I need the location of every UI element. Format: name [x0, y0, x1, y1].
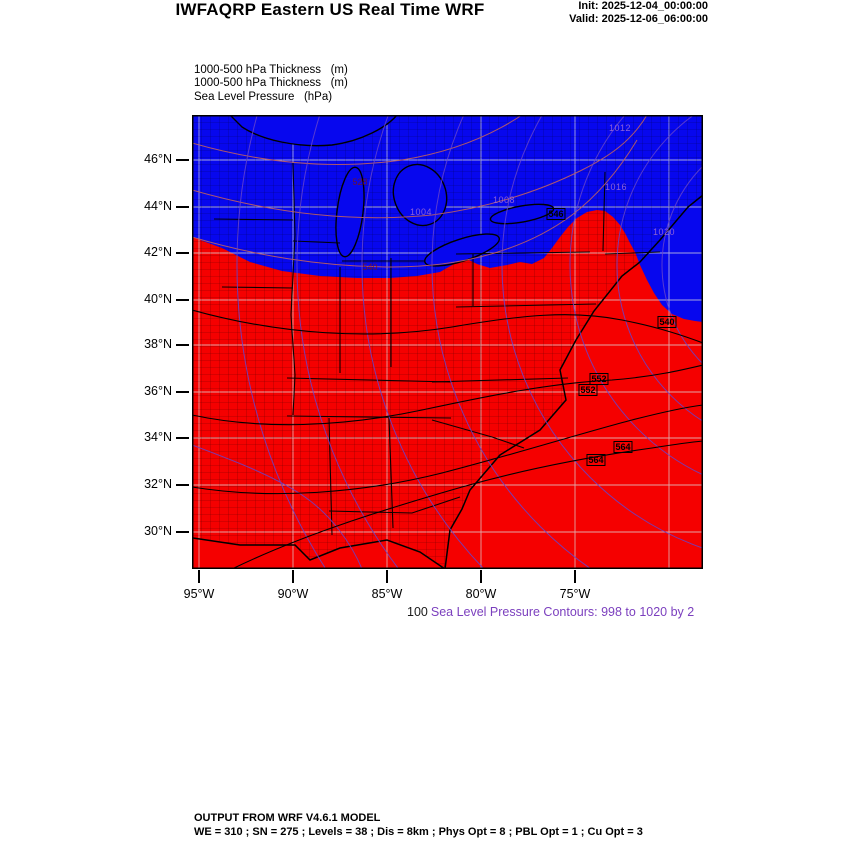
slp-caption — [407, 605, 694, 619]
contour-label-528: 528 — [352, 177, 368, 187]
page-title: IWFAQRP Eastern US Real Time WRF — [175, 0, 485, 19]
x-axis-tick — [480, 570, 482, 583]
legend-line: Sea Level Pressure (hPa) — [194, 90, 333, 103]
y-axis-tick — [176, 531, 189, 533]
contour-label-564: 564 — [615, 442, 631, 452]
y-axis-label: 40°N — [144, 292, 172, 306]
y-axis-tick — [176, 484, 189, 486]
y-axis-label: 34°N — [144, 430, 172, 444]
init-time: Init: 2025-12-04_00:00:00 — [578, 0, 708, 12]
map-panel — [192, 115, 703, 569]
contour-label-546: 546 — [548, 209, 564, 219]
contour-label-1020: 1020 — [652, 227, 676, 237]
y-axis-label: 44°N — [144, 199, 172, 213]
contour-label-1016: 1016 — [604, 182, 628, 192]
y-axis-tick — [176, 252, 189, 254]
x-axis-tick — [386, 570, 388, 583]
footer-line1: OUTPUT FROM WRF V4.6.1 MODEL — [194, 812, 381, 824]
contour-label-540: 540 — [659, 317, 675, 327]
y-axis-tick — [176, 206, 189, 208]
y-axis-label: 38°N — [144, 337, 172, 351]
x-axis-tick — [198, 570, 200, 583]
y-axis-tick — [176, 437, 189, 439]
y-axis-tick — [176, 344, 189, 346]
contour-label-1008: 1008 — [492, 195, 516, 205]
x-axis-tick — [574, 570, 576, 583]
x-axis-label: 90°W — [277, 587, 309, 601]
contour-label-540: 540 — [362, 262, 378, 272]
x-axis-label: 85°W — [371, 587, 403, 601]
y-axis-label: 42°N — [144, 245, 172, 259]
y-axis-tick — [176, 159, 189, 161]
y-axis-tick — [176, 299, 189, 301]
x-axis-label: 75°W — [559, 587, 591, 601]
y-axis-label: 46°N — [144, 152, 172, 166]
x-axis-label: 80°W — [465, 587, 497, 601]
x-axis-label: 95°W — [183, 587, 215, 601]
y-axis-label: 32°N — [144, 477, 172, 491]
valid-time: Valid: 2025-12-06_06:00:00 — [569, 13, 708, 25]
footer-line2: WE = 310 ; SN = 275 ; Levels = 38 ; Dis = 8km ; Phys Opt = 8 ; PBL Opt = 1 ; Cu Opt = 3 — [194, 825, 643, 838]
x-axis-tick — [292, 570, 294, 583]
contour-label-1004: 1004 — [409, 207, 433, 217]
y-axis-tick — [176, 391, 189, 393]
y-axis-label: 36°N — [144, 384, 172, 398]
contour-label-552: 552 — [580, 385, 596, 395]
contour-label-552: 552 — [591, 374, 607, 384]
legend-line: 1000-500 hPa Thickness (m) — [194, 77, 348, 90]
run-info — [569, 0, 708, 26]
slp-caption-text: Sea Level Pressure Contours: 998 to 1020 by 2 — [430, 605, 695, 619]
model-footer — [194, 812, 643, 839]
legend-line: 1000-500 hPa Thickness (m) — [194, 64, 348, 76]
y-axis-label: 30°N — [144, 524, 172, 538]
contour-label-1012: 1012 — [608, 123, 632, 133]
field-legend — [194, 64, 348, 104]
contour-label-564: 564 — [588, 455, 604, 465]
clipped-contour-label: 100 — [407, 605, 428, 619]
